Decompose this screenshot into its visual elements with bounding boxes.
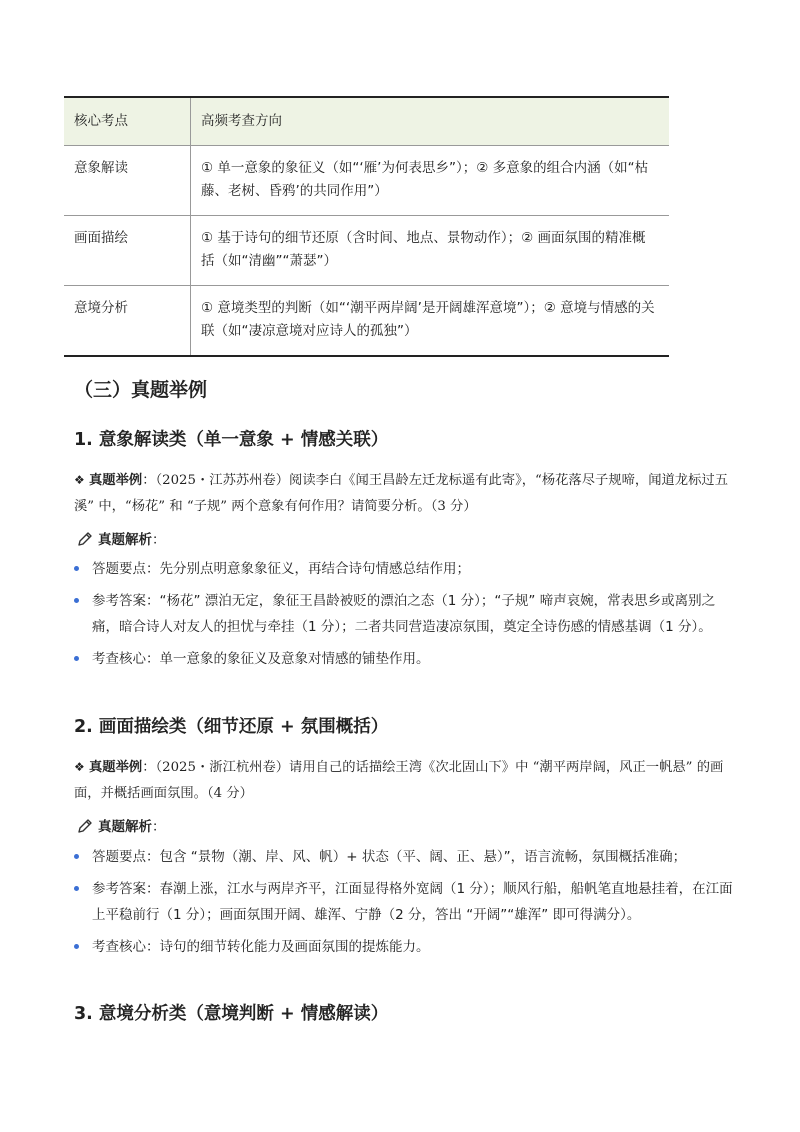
analysis-points (74, 844, 734, 966)
block-heading: 2. 画面描绘类（细节还原 + 氛围概括） (74, 717, 389, 737)
label-colon: ： (142, 473, 156, 488)
section-heading: （三）真题举例 (74, 379, 208, 401)
table-cell-direction: ① 单一意象的象征义（如“‘雁’为何表思乡”）；② 多意象的组合内涵（如“枯藤、老树、昏鸦’的共同作用”） (191, 145, 670, 215)
list-item: 考查核心：诗句的细节转化能力及画面氛围的提炼能力。 (74, 934, 734, 960)
example-text: （2025・江苏苏州卷）阅读李白《闻王昌龄左迁龙标遥有此寄》，“杨花落尽子规啼，闻道龙标过五溪” 中，“杨花” 和 “子规” 两个意象有何作用？请简要分析。（3 分） (74, 473, 728, 514)
diamond-bullet-icon: ❖ (74, 473, 85, 487)
example-text: （2025・浙江杭州卷）请用自己的话描绘王湾《次北固山下》中 “潮平两岸阔，风正一帆悬” 的画面，并概括画面氛围。（4 分） (74, 760, 724, 801)
analysis-label-row: 真题解析： (76, 528, 166, 548)
list-item: 答题要点：先分别点明意象象征义，再结合诗句情感总结作用； (74, 556, 734, 582)
bullet-icon (74, 854, 79, 859)
table-row (64, 215, 669, 285)
table-cell-direction: ① 基于诗句的细节还原（含时间、地点、景物动作）；② 画面氛围的精准概括（如“清幽”“萧瑟”） (191, 215, 670, 285)
bullet-icon (74, 944, 79, 949)
analysis-label-row: 真题解析： (76, 815, 166, 835)
diamond-bullet-icon: ❖ (74, 760, 85, 774)
example-paragraph (74, 754, 734, 807)
analysis-label: 真题解析 (98, 532, 152, 548)
list-item: 参考答案：春潮上涨，江水与两岸齐平，江面显得格外宽阔（1 分）；顺风行船，船帆笔直地悬挂着，在江面上平稳前行（1 分）；画面氛围开阔、雄浑、宁静（2 分，答出 “开阔”“雄浑” 即可得满分）。 (74, 876, 734, 928)
example-label: 真题举例 (89, 473, 143, 488)
list-item: 参考答案：“杨花” 漂泊无定，象征王昌龄被贬的漂泊之态（1 分）；“子规” 啼声哀婉，常表思乡或离别之痛，暗合诗人对友人的担忧与牵挂（1 分）；二者共同营造凄凉氛围，奠定全诗伤感的情感基调（1 分）。 (74, 588, 734, 640)
table-cell-direction: ① 意境类型的判断（如“‘潮平两岸阔’是开阔雄浑意境”）；② 意境与情感的关联（如“凄凉意境对应诗人的孤独”） (191, 285, 670, 356)
label-colon: ： (142, 760, 156, 775)
block-heading: 1. 意象解读类（单一意象 + 情感关联） (74, 430, 389, 450)
example-paragraph (74, 467, 734, 520)
topics-table (64, 96, 669, 357)
table-header-direction: 高频考查方向 (191, 97, 670, 145)
block-heading: 3. 意境分析类（意境判断 + 情感解读） (74, 1004, 389, 1024)
bullet-icon (74, 566, 79, 571)
analysis-points (74, 556, 734, 678)
table-row (64, 285, 669, 356)
table-header-topic: 核心考点 (64, 97, 191, 145)
analysis-label: 真题解析 (98, 819, 152, 835)
pencil-icon (76, 817, 94, 835)
pencil-icon (76, 530, 94, 548)
table-cell-topic: 画面描绘 (64, 215, 191, 285)
example-label: 真题举例 (89, 760, 143, 775)
bullet-icon (74, 598, 79, 603)
table-cell-topic: 意象解读 (64, 145, 191, 215)
table-header-row (64, 97, 669, 145)
list-item: 考查核心：单一意象的象征义及意象对情感的铺垫作用。 (74, 646, 734, 672)
table-cell-topic: 意境分析 (64, 285, 191, 356)
bullet-icon (74, 656, 79, 661)
table-row (64, 145, 669, 215)
bullet-icon (74, 886, 79, 891)
list-item: 答题要点：包含 “景物（潮、岸、风、帆）+ 状态（平、阔、正、悬）”，语言流畅，氛围概括准确； (74, 844, 734, 870)
